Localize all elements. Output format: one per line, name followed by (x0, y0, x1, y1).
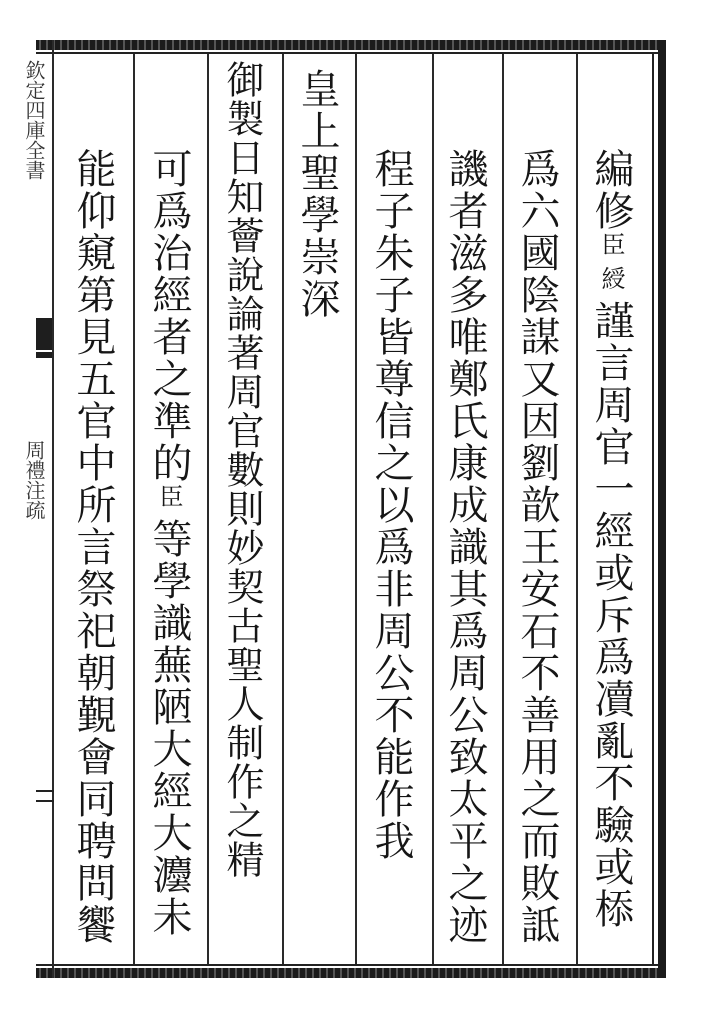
column-rest-text: 謹言周官一經或斥爲凟亂不驗或㮇 (588, 300, 634, 930)
column-rule (282, 54, 284, 964)
column-rule (432, 54, 434, 964)
text-column-3 (442, 148, 488, 946)
text-column-6 (220, 60, 264, 879)
text-column-7 (146, 148, 192, 938)
text-column-1 (588, 148, 634, 930)
text-column-8 (70, 148, 116, 946)
column-main-text: 爲六國陰謀又因劉歆王安石不善用之而敗詆 (514, 148, 560, 946)
column-rule (207, 54, 209, 964)
text-column-4 (368, 148, 414, 862)
top-border-inner (36, 52, 666, 54)
column-small-text: 臣 (155, 484, 183, 518)
column-main-text: 可爲治經者之準的 (146, 148, 192, 484)
page-number-mark (36, 790, 54, 792)
column-rest-text: 等學識蕪陋大經大灋未 (146, 518, 192, 938)
column-main-text: 皇上聖學崇深 (294, 68, 340, 320)
text-column-2 (514, 148, 560, 946)
right-border-inner (652, 52, 654, 966)
right-border (658, 40, 666, 978)
column-main-text: 御製日知薈說論著周官數則妙契古聖人制作之精 (220, 60, 264, 879)
column-rule (355, 54, 357, 964)
margin-series-title: 欽定四庫全書 (22, 60, 46, 180)
column-small-text: 臣綬 (597, 232, 625, 300)
column-main-text: 編修 (588, 148, 634, 232)
margin-edge-rule (52, 40, 54, 978)
column-rule (576, 54, 578, 964)
bottom-border-inner (36, 964, 666, 966)
bottom-border (36, 968, 666, 978)
page-number-mark-lower (36, 800, 54, 802)
column-rule (133, 54, 135, 964)
column-main-text: 程子朱子皆尊信之以爲非周公不能作我 (368, 148, 414, 862)
column-rule (502, 54, 504, 964)
margin-book-title: 周禮注疏 (22, 440, 46, 520)
column-main-text: 能仰窺第見五官中所言祭祀朝覲會同聘問饗 (70, 148, 116, 946)
text-column-5 (294, 68, 340, 320)
fish-tail-mark (36, 318, 52, 350)
fish-tail-mark-lower (36, 352, 52, 358)
top-border (36, 40, 666, 50)
column-main-text: 譏者滋多唯鄭氏康成識其爲周公致太平之迹 (442, 148, 488, 946)
